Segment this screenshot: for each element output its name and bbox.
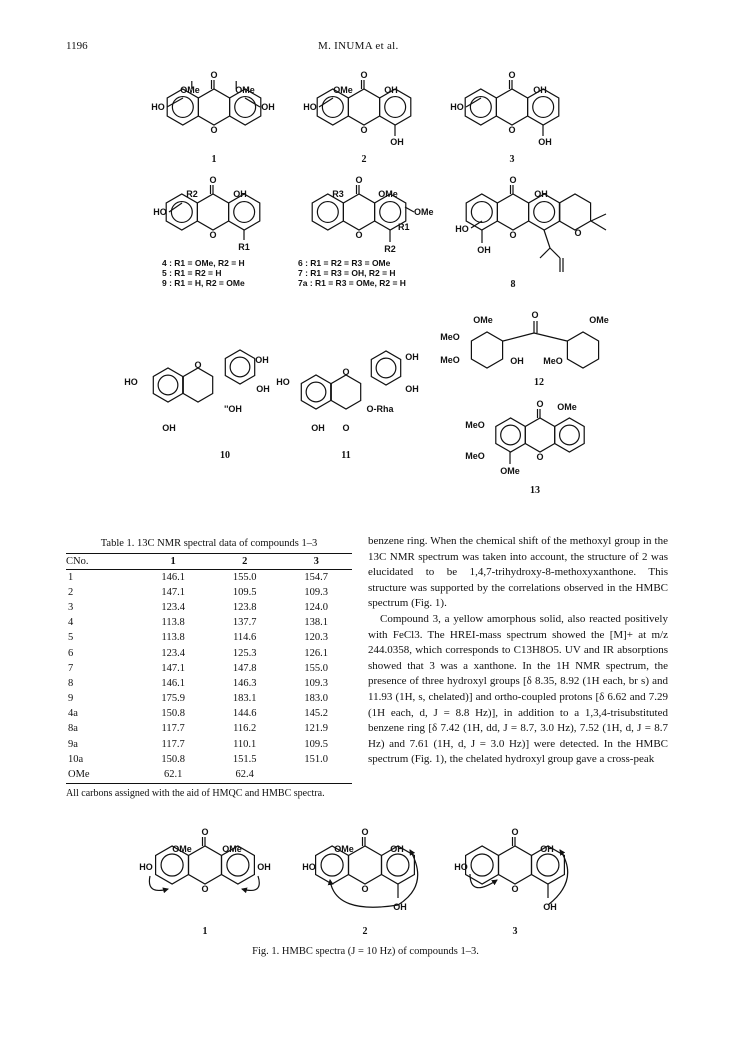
- aromatic-circle: [471, 202, 492, 223]
- ring-bond: [567, 332, 598, 368]
- table-cell: 109.3: [304, 586, 329, 598]
- ring-bond: [189, 846, 222, 884]
- atom-label: OH: [543, 902, 557, 912]
- table-cell: 123.4: [161, 601, 185, 613]
- aromatic-circle: [534, 202, 555, 223]
- atom-label: OH: [477, 245, 491, 255]
- table-header-row: [66, 554, 352, 570]
- ring-bond: [197, 194, 228, 230]
- running-header-authors: M. INUMA et al.: [318, 40, 399, 52]
- atom-label: HO: [151, 102, 165, 112]
- bond: [503, 333, 534, 341]
- atom-label: O: [210, 125, 218, 135]
- table-cell: 151.0: [304, 753, 329, 765]
- atom-label: HO: [302, 862, 316, 872]
- atom-label: HO: [124, 377, 138, 387]
- table-cell: 125.3: [232, 647, 257, 659]
- table-cell: 183.0: [304, 693, 329, 705]
- atom-label: O: [511, 884, 519, 894]
- aromatic-circle: [560, 425, 580, 445]
- table-cell: 150.8: [161, 708, 185, 720]
- atom-label: OH: [311, 423, 325, 433]
- atom-label: OMe: [235, 85, 255, 95]
- table-cell: 1: [68, 571, 74, 583]
- atom-label: R1: [238, 242, 250, 252]
- table-col-header: 3: [280, 554, 352, 570]
- table-row: [66, 570, 352, 586]
- atom-label: MeO: [440, 355, 460, 365]
- ring-bond: [183, 368, 212, 402]
- table-cell: 155.0: [232, 571, 257, 583]
- atom-label: OH: [390, 137, 404, 147]
- atom-label: OH: [162, 423, 176, 433]
- ring-bond: [496, 89, 527, 125]
- bond: [544, 230, 550, 248]
- table-cell: 138.1: [304, 617, 329, 629]
- atom-label: O: [536, 452, 544, 462]
- table-cell: 126.1: [304, 647, 329, 659]
- table-row: [66, 600, 352, 615]
- table-cell: 145.2: [304, 708, 329, 720]
- atom-label: O: [511, 827, 519, 837]
- atom-label: OMe: [378, 189, 398, 199]
- table-cell: 109.5: [232, 586, 257, 598]
- nmr-table-block: [66, 538, 352, 800]
- hmbc-correlation-arrow: [149, 876, 168, 890]
- table-cell: 113.8: [161, 617, 185, 629]
- table-cell: 10a: [68, 753, 84, 765]
- aromatic-circle: [501, 425, 521, 445]
- atom-label: 10: [220, 450, 230, 461]
- aromatic-circle: [537, 854, 559, 876]
- aromatic-circle: [380, 202, 401, 223]
- atom-label: HO: [139, 862, 153, 872]
- ring-bond: [471, 332, 502, 368]
- atom-label: OH: [510, 356, 524, 366]
- atom-label: OH: [261, 102, 275, 112]
- atom-label: O-Rha: [366, 404, 394, 414]
- figure-caption: Fig. 1. HMBC spectra (J = 10 Hz) of compounds 1–3.: [252, 946, 479, 957]
- aromatic-circle: [387, 854, 409, 876]
- atom-label: 1: [211, 154, 217, 165]
- ring-bond: [525, 418, 554, 452]
- atom-label: R2: [384, 244, 396, 254]
- table-row: [66, 722, 352, 737]
- atom-label: O: [508, 125, 516, 135]
- atom-label: OMe: [222, 844, 242, 854]
- atom-label: 13: [530, 485, 540, 496]
- atom-label: 5 : R1 = R2 = H: [162, 268, 222, 278]
- table-cell: 123.8: [232, 601, 257, 613]
- atom-label: 11: [341, 450, 351, 461]
- atom-label: HO: [303, 102, 317, 112]
- table-cell: 154.7: [304, 571, 329, 583]
- bond: [534, 333, 567, 341]
- atom-label: O: [355, 175, 363, 185]
- aromatic-circle: [471, 854, 493, 876]
- atom-label: O: [209, 175, 217, 185]
- atom-label: MeO: [543, 356, 563, 366]
- atom-label: O: [360, 125, 368, 135]
- table-cell: 116.2: [233, 723, 257, 735]
- aromatic-circle: [161, 854, 183, 876]
- figure-hmbc: [0, 810, 731, 945]
- table-cell: 110.1: [233, 738, 257, 750]
- ring-bond: [331, 375, 360, 409]
- atom-label: OMe: [334, 844, 354, 854]
- table-cell: 114.6: [233, 632, 257, 644]
- table-cell: 8a: [68, 723, 78, 735]
- table-cell: 155.0: [304, 662, 329, 674]
- aromatic-circle: [172, 97, 193, 118]
- table-cell: 117.7: [161, 723, 185, 735]
- table-row: [66, 616, 352, 631]
- table-cell: 175.9: [161, 693, 185, 705]
- atom-label: 3: [512, 926, 518, 937]
- table-cell: 123.4: [161, 647, 185, 659]
- table-cell: 117.7: [161, 738, 185, 750]
- hmbc-correlation-arrow: [548, 850, 568, 905]
- atom-label: HO: [153, 207, 167, 217]
- atom-label: O: [201, 827, 209, 837]
- aromatic-circle: [171, 202, 192, 223]
- atom-label: O: [201, 884, 209, 894]
- atom-label: HO: [455, 224, 469, 234]
- table-cell: 4: [68, 617, 74, 629]
- atom-label: ''OH: [224, 404, 242, 414]
- table-cell: 62.1: [137, 767, 209, 783]
- table-cell: 146.1: [161, 571, 185, 583]
- atom-label: OMe: [414, 207, 434, 217]
- atom-label: O: [361, 884, 369, 894]
- atom-label: O: [508, 70, 516, 80]
- aromatic-circle: [322, 97, 343, 118]
- table-cell: 7: [68, 662, 74, 674]
- atom-label: OH: [533, 85, 547, 95]
- atom-label: OH: [255, 355, 269, 365]
- table-cell: 4a: [68, 708, 78, 720]
- atom-label: HO: [276, 377, 290, 387]
- atom-label: OMe: [473, 315, 493, 325]
- aromatic-circle: [321, 854, 343, 876]
- table-cell: 147.1: [161, 662, 185, 674]
- atom-label: OH: [390, 844, 404, 854]
- body-text: [368, 534, 668, 768]
- table-cell: 144.6: [232, 708, 257, 720]
- atom-label: R1: [398, 222, 410, 232]
- ring-bond: [348, 89, 379, 125]
- atom-label: 12: [534, 377, 544, 388]
- table-cell: 147.8: [232, 662, 257, 674]
- atom-label: OH: [538, 137, 552, 147]
- atom-label: 1: [202, 926, 208, 937]
- hmbc-correlation-arrow: [242, 876, 259, 890]
- atom-label: OH: [257, 862, 271, 872]
- atom-label: OMe: [180, 85, 200, 95]
- table-row: [66, 692, 352, 707]
- table-cell: [280, 767, 352, 783]
- table-row: [66, 767, 352, 783]
- atom-label: OH: [405, 352, 419, 362]
- atom-label: O: [355, 230, 363, 240]
- paragraph-1: benzene ring. When the chemical shift of the methoxyl group in the 13C NMR spectrum was taken into account, the structure of 2 was elucidated to be 1,4,7-trihydroxy-8-methoxyxanthone. This structure was supported by the correlations observed in the HMBC spectrum (Fig. 1).: [368, 535, 668, 610]
- table-cell: 183.1: [232, 693, 257, 705]
- aromatic-circle: [533, 97, 554, 118]
- ring-bond: [198, 89, 229, 125]
- ring-bond: [499, 846, 532, 884]
- atom-label: O: [509, 175, 517, 185]
- aromatic-circle: [227, 854, 249, 876]
- table-cell: 8: [68, 677, 74, 689]
- table-cell: 109.3: [304, 677, 329, 689]
- table-col-header: CNo.: [66, 554, 137, 570]
- atom-label: 3: [509, 154, 515, 165]
- table-cell: 3: [68, 601, 74, 613]
- table-body: [66, 570, 352, 784]
- atom-label: OH: [405, 384, 419, 394]
- atom-label: 2: [361, 154, 367, 165]
- aromatic-circle: [317, 202, 338, 223]
- ring-bond: [343, 194, 374, 230]
- bond: [540, 248, 550, 258]
- aromatic-circle: [376, 358, 396, 378]
- table-caption: Table 1. 13C NMR spectral data of compounds 1–3: [100, 538, 318, 549]
- table-col-header: 2: [209, 554, 281, 570]
- table-footnote: All carbons assigned with the aid of HMQC and HMBC spectra.: [66, 787, 325, 799]
- aromatic-circle: [235, 97, 256, 118]
- atom-label: OH: [540, 844, 554, 854]
- table-cell: OMe: [66, 767, 137, 783]
- table-cell: 62.4: [209, 767, 281, 783]
- atom-label: MeO: [465, 451, 485, 461]
- bond: [550, 248, 560, 258]
- table-cell: 109.5: [304, 738, 329, 750]
- table-cell: 9a: [68, 738, 78, 750]
- table-row: [66, 752, 352, 767]
- atom-label: 9 : R1 = H, R2 = OMe: [162, 278, 245, 288]
- aromatic-circle: [470, 97, 491, 118]
- table-cell: 5: [68, 632, 74, 644]
- nmr-table: [66, 553, 352, 784]
- atom-label: O: [210, 70, 218, 80]
- page-number: 1196: [66, 40, 88, 52]
- table-cell: 146.3: [232, 677, 257, 689]
- atom-label: O: [574, 228, 582, 238]
- ring-bond: [497, 194, 528, 230]
- atom-label: OMe: [172, 844, 192, 854]
- atom-label: OH: [393, 902, 407, 912]
- atom-label: O: [536, 399, 544, 409]
- table-cell: 146.1: [161, 677, 185, 689]
- table-cell: 150.8: [161, 753, 185, 765]
- atom-label: HO: [450, 102, 464, 112]
- table-cell: 121.9: [304, 723, 329, 735]
- bond: [591, 214, 606, 221]
- table-cell: 2: [68, 586, 74, 598]
- atom-label: O: [342, 423, 350, 433]
- paragraph-2: Compound 3, a yellow amorphous solid, also reacted positively with FeCl3. The HREI-mass spectrum showed the [M]+ at m/z 244.0358, which corresponds to C13H8O5. UV and IR absorptions showed that 3 was a xanthone. In the 1H NMR spectrum, the presence of three hydroxyl groups [δ 8.35, 8.92 (1H each, br s) and 11.93 (1H, s, chelated)] and ortho-coupled protons [δ 6.62 and 7.29 (1H each, d, J = 8.8 Hz)], in addition to a 1,3,4-trisubstituted benzene ring [δ 7.42 (1H, dd, J = 8.7, 3.0 Hz), 7.52 (1H, d, J = 8.7 Hz) and 7.61 (1H, d, J = 3.0 Hz)] were detected. In the HMBC spectrum (Fig. 1), the chelated hydroxyl group gave a cross-peak: [368, 612, 668, 766]
- atom-label: OMe: [589, 315, 609, 325]
- table-cell: 113.8: [161, 632, 185, 644]
- table-row: [66, 646, 352, 661]
- table-cell: 147.1: [161, 586, 185, 598]
- table-cell: 120.3: [304, 632, 329, 644]
- table-row: [66, 631, 352, 646]
- atom-label: MeO: [440, 332, 460, 342]
- bond: [591, 221, 606, 230]
- table-row: [66, 585, 352, 600]
- atom-label: 4 : R1 = OMe, R2 = H: [162, 258, 245, 268]
- atom-label: O: [209, 230, 217, 240]
- atom-label: O: [531, 310, 539, 320]
- atom-label: 6 : R1 = R2 = R3 = OMe: [298, 258, 391, 268]
- atom-label: O: [509, 230, 517, 240]
- atom-label: 7a : R1 = R3 = OMe, R2 = H: [298, 278, 406, 288]
- aromatic-circle: [234, 202, 255, 223]
- atom-label: OMe: [500, 466, 520, 476]
- atom-label: OMe: [333, 85, 353, 95]
- aromatic-circle: [230, 357, 250, 377]
- atom-label: OH: [384, 85, 398, 95]
- table-cell: 9: [68, 693, 74, 705]
- atom-label: OH: [534, 189, 548, 199]
- aromatic-circle: [306, 382, 326, 402]
- atom-label: 2: [362, 926, 368, 937]
- table-cell: 137.7: [232, 617, 257, 629]
- atom-label: O: [194, 360, 202, 370]
- atom-label: OH: [233, 189, 247, 199]
- atom-label: 8: [510, 279, 516, 290]
- atom-label: O: [361, 827, 369, 837]
- atom-label: MeO: [465, 420, 485, 430]
- aromatic-circle: [158, 375, 178, 395]
- aromatic-circle: [385, 97, 406, 118]
- table-row: [66, 661, 352, 676]
- table-row: [66, 737, 352, 752]
- atom-label: O: [342, 367, 350, 377]
- atom-label: OMe: [557, 402, 577, 412]
- table-cell: 151.5: [232, 753, 257, 765]
- atom-label: 7 : R1 = R3 = OH, R2 = H: [298, 268, 396, 278]
- table-row: [66, 707, 352, 722]
- table-cell: 124.0: [304, 601, 329, 613]
- table-row: [66, 676, 352, 691]
- atom-label: O: [360, 70, 368, 80]
- table-cell: 6: [68, 647, 74, 659]
- atom-label: R2: [186, 189, 198, 199]
- atom-label: HO: [454, 862, 468, 872]
- ring-bond: [559, 194, 590, 230]
- table-col-header: 1: [137, 554, 209, 570]
- atom-label: R3: [332, 189, 344, 199]
- atom-label: OH: [256, 384, 270, 394]
